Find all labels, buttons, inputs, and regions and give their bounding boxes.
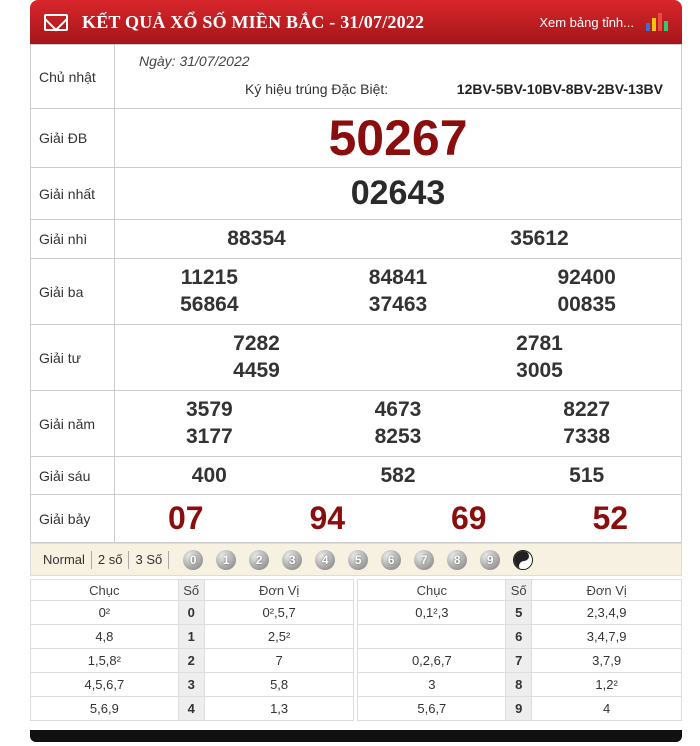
tab-2-digits[interactable]: 2 số	[92, 551, 130, 569]
day-label: Chủ nhật	[31, 45, 115, 109]
loto-donvi: 1,2²	[532, 673, 682, 697]
prize-7-row	[31, 495, 682, 543]
prize-label: Giải nhất	[31, 168, 115, 220]
loto-chuc: 5,6,7	[358, 697, 506, 721]
loto-chuc: 0,2,6,7	[358, 649, 506, 673]
prize-number: 35612	[510, 227, 569, 250]
loto-chuc: 3	[358, 673, 506, 697]
digit-ball-8[interactable]: 8	[447, 550, 467, 570]
prize-6-row	[31, 457, 682, 495]
prize-number: 69	[450, 500, 487, 536]
prize-number: 3579	[185, 398, 233, 421]
prize-number: 7338	[563, 425, 611, 448]
special-code: 12BV-5BV-10BV-8BV-2BV-13BV	[456, 81, 663, 97]
prize-number: 4673	[374, 398, 422, 421]
loto-chuc: 4,8	[31, 625, 179, 649]
prize-3-row	[31, 259, 682, 325]
tab-3-digits[interactable]: 3 Số	[129, 551, 169, 569]
loto-row	[31, 649, 682, 673]
prize-number: 94	[309, 500, 346, 536]
results-panel	[30, 0, 682, 746]
digit-ball-2[interactable]: 2	[249, 550, 269, 570]
loto-chuc: 1,5,8²	[31, 649, 179, 673]
loto-row	[31, 601, 682, 625]
prize-number: 56864	[180, 293, 239, 316]
prize-label: Giải ĐB	[31, 109, 115, 168]
prize-number: 8227	[563, 398, 611, 421]
prize-number: 84841	[368, 266, 428, 289]
prize-label: Giải ba	[31, 259, 115, 325]
loto-donvi: 5,8	[204, 673, 354, 697]
loto-digit: 5	[506, 601, 532, 625]
prize-4-row	[31, 325, 682, 391]
loto-donvi: 3,7,9	[532, 649, 682, 673]
digit-ball-7[interactable]: 7	[414, 550, 434, 570]
prize-number: 2781	[516, 332, 563, 355]
col-chuc: Chục	[31, 580, 179, 601]
prize-number: 11215	[180, 266, 238, 289]
loto-row	[31, 697, 682, 721]
loto-row	[31, 625, 682, 649]
prize-label: Giải sáu	[31, 457, 115, 495]
digit-ball-6[interactable]: 6	[381, 550, 401, 570]
results-table	[30, 44, 682, 543]
prize-label: Giải bảy	[31, 495, 115, 543]
col-so: Số	[178, 580, 204, 601]
loto-donvi: 3,4,7,9	[532, 625, 682, 649]
prize-2-row	[31, 220, 682, 259]
loto-donvi: 0²,5,7	[204, 601, 354, 625]
tab-normal[interactable]: Normal	[37, 551, 92, 569]
loto-row	[31, 673, 682, 697]
prize-number: 00835	[557, 293, 616, 316]
loto-digit: 0	[178, 601, 204, 625]
prize-label: Giải tư	[31, 325, 115, 391]
digit-ball-1[interactable]: 1	[216, 550, 236, 570]
loto-donvi: 7	[204, 649, 354, 673]
loto-digit: 3	[178, 673, 204, 697]
see-province-table-link[interactable]: Xem bảng tỉnh...	[539, 14, 634, 30]
prize-label: Giải năm	[31, 391, 115, 457]
loto-chuc: 5,6,9	[31, 697, 179, 721]
loto-donvi: 4	[532, 697, 682, 721]
loto-header-row	[31, 580, 682, 601]
loto-donvi: 1,3	[204, 697, 354, 721]
loto-chuc: 4,5,6,7	[31, 673, 179, 697]
prize-number: 3005	[516, 359, 563, 382]
loto-digit: 6	[506, 625, 532, 649]
loto-digit: 9	[506, 697, 532, 721]
display-mode-bar	[30, 543, 682, 576]
prize-number: 92400	[557, 266, 616, 289]
loto-digit: 1	[178, 625, 204, 649]
prize-number: 582	[380, 463, 416, 487]
prize-number: 02643	[350, 174, 446, 212]
loto-donvi: 2,5²	[204, 625, 354, 649]
loto-chuc	[358, 625, 506, 649]
prize-1-row	[31, 168, 682, 220]
col-donvi: Đơn Vị	[204, 580, 354, 601]
prize-number: 37463	[368, 293, 428, 316]
digit-ball-9[interactable]: 9	[480, 550, 500, 570]
loto-digit: 2	[178, 649, 204, 673]
digit-ball-0[interactable]: 0	[183, 550, 203, 570]
prize-number: 7282	[233, 332, 280, 355]
prize-number: 400	[191, 463, 227, 487]
prize-number: 8253	[374, 425, 422, 448]
col-donvi: Đơn Vị	[532, 580, 682, 601]
draw-date: Ngày: 31/07/2022	[139, 53, 250, 69]
digit-ball-3[interactable]: 3	[282, 550, 302, 570]
loto-chuc: 0²	[31, 601, 179, 625]
digit-filter	[183, 550, 533, 570]
loto-donvi: 2,3,4,9	[532, 601, 682, 625]
prize-number: 07	[167, 500, 204, 536]
yin-yang-icon[interactable]	[513, 550, 533, 570]
col-so: Số	[506, 580, 532, 601]
digit-ball-4[interactable]: 4	[315, 550, 335, 570]
special-prize-number: 50267	[328, 110, 468, 166]
prize-number: 52	[592, 500, 629, 536]
digit-ball-5[interactable]: 5	[348, 550, 368, 570]
special-code-label: Ký hiệu trúng Đặc Biệt:	[245, 81, 389, 97]
col-chuc: Chục	[358, 580, 506, 601]
prize-5-row	[31, 391, 682, 457]
loto-table	[30, 579, 682, 721]
loto-digit: 8	[506, 673, 532, 697]
prize-db-row	[31, 109, 682, 168]
loto-digit: 4	[178, 697, 204, 721]
chart-icon[interactable]	[646, 13, 668, 31]
prize-number: 515	[569, 463, 605, 487]
prize-number: 3177	[185, 425, 233, 448]
loto-chuc: 0,1²,3	[358, 601, 506, 625]
prize-number: 88354	[227, 227, 286, 250]
loto-digit: 7	[506, 649, 532, 673]
bottom-bar	[30, 730, 682, 742]
mail-icon	[44, 14, 68, 31]
page-title: KẾT QUẢ XỔ SỐ MIỀN BẮC - 31/07/2022	[82, 11, 425, 32]
prize-label: Giải nhì	[31, 220, 115, 259]
header-bar	[30, 0, 682, 44]
prize-number: 4459	[233, 359, 280, 382]
info-row	[31, 45, 682, 109]
